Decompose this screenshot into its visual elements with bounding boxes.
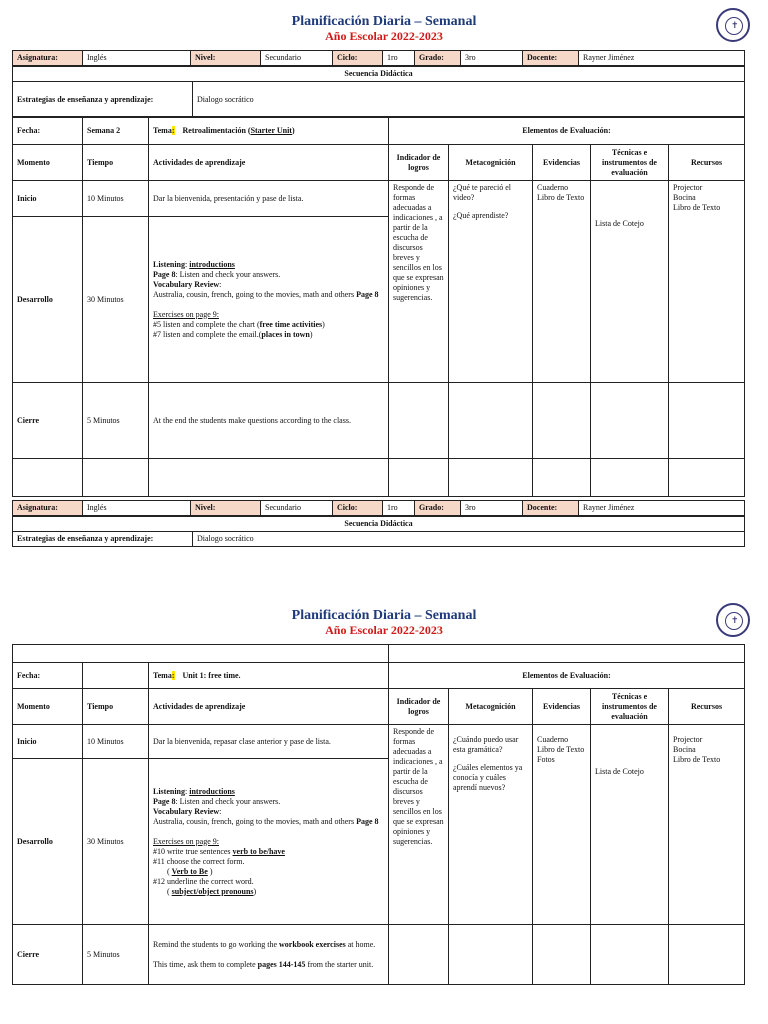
header-evidencias: Evidencias [533, 145, 591, 181]
listening-topic: introductions [189, 786, 235, 796]
cierre-momento: Cierre [13, 925, 83, 985]
page1-info-table [12, 50, 745, 66]
page1-strategy-table [12, 66, 745, 118]
evidencia-item: Fotos [537, 755, 555, 764]
desarrollo-actividad [149, 217, 389, 383]
exercise-text: ) [253, 886, 257, 896]
empty-cell [449, 459, 533, 497]
exercise-text: ( [167, 866, 172, 876]
recurso-item: Bocina [673, 745, 696, 754]
estrategias-label: Estrategias de enseñanza y aprendizaje: [13, 82, 193, 118]
evidencia-item: Libro de Texto [537, 193, 585, 202]
docente-value: Rayner Jiménez [579, 501, 745, 516]
exercise-bold: Verb to Be [171, 866, 208, 876]
cierre-momento: Cierre [13, 383, 83, 459]
desarrollo-momento: Desarrollo [13, 759, 83, 925]
nivel-value: Secundario [261, 51, 333, 66]
page1-year: Año Escolar 2022-2023 [325, 29, 443, 43]
nivel-label: Nivel: [191, 501, 261, 516]
asignatura-label: Asignatura: [13, 501, 83, 516]
cierre-text: Remind the students to go working the [153, 939, 279, 949]
tema-colon: : [171, 670, 175, 680]
header-recursos: Recursos [669, 689, 745, 725]
exercise-text: #10 write true sentences [153, 846, 233, 856]
page1-title: Planificación Diaria – Semanal [291, 14, 477, 29]
header-indicador: Indicador de logros [389, 689, 449, 725]
exercise-bold: free time activities [259, 319, 323, 329]
empty-cell [591, 925, 669, 985]
grado-value: 3ro [461, 51, 523, 66]
evidencias-cell [533, 181, 591, 383]
exercise-text: ) [309, 329, 313, 339]
tema-cell [149, 663, 389, 689]
ciclo-value: 1ro [383, 501, 415, 516]
header-tecnicas: Técnicas e instrumentos de evaluación [591, 145, 669, 181]
page2-plan-table [12, 644, 745, 985]
header-tecnicas: Técnicas e instrumentos de evaluación [591, 689, 669, 725]
desarrollo-momento: Desarrollo [13, 217, 83, 383]
header-tiempo: Tiempo [83, 689, 149, 725]
empty-cell [533, 459, 591, 497]
school-seal-icon: ✝ [716, 8, 750, 42]
empty-cell [83, 663, 149, 689]
tema-value: Unit 1: free time. [182, 670, 241, 680]
fecha-label: Fecha: [13, 117, 83, 145]
fecha-label: Fecha: [13, 663, 83, 689]
recurso-item: Projector [673, 183, 703, 192]
tecnica-cell [591, 181, 669, 383]
cierre-tiempo: 5 Minutos [83, 925, 149, 985]
tema-label: Tema [153, 125, 172, 135]
vocab-label: Vocabulary Review [153, 279, 220, 289]
empty-cell [449, 383, 533, 459]
evidencia-item: Libro de Texto [537, 745, 585, 754]
docente-label: Docente: [523, 51, 579, 66]
tema-link: Starter Unit [250, 125, 292, 135]
header-indicador: Indicador de logros [389, 145, 449, 181]
page-ref: Page 8 [153, 269, 176, 279]
page2-title: Planificación Diaria – Semanal [291, 608, 477, 623]
exercise-text: #7 listen and complete the email.( [153, 329, 262, 339]
asignatura-label: Asignatura: [13, 51, 83, 66]
inicio-momento: Inicio [13, 725, 83, 759]
empty-cell [591, 383, 669, 459]
header-recursos: Recursos [669, 145, 745, 181]
empty-cell [533, 925, 591, 985]
tema-colon: : [171, 125, 175, 135]
tecnica-value: Lista de Cotejo [595, 767, 644, 776]
recurso-item: Projector [673, 735, 703, 744]
page-ref: Page 8 [356, 289, 379, 299]
empty-cell [13, 645, 389, 663]
header-tiempo: Tiempo [83, 145, 149, 181]
desarrollo-actividad [149, 759, 389, 925]
evidencias-cell [533, 725, 591, 925]
cierre-tiempo: 5 Minutos [83, 383, 149, 459]
estrategias-value: Dialogo socrático [193, 82, 745, 118]
exercise-bold: verb to be/have [232, 846, 285, 856]
listening-colon: : [185, 786, 190, 796]
asignatura-value: Inglés [83, 51, 191, 66]
inicio-actividad: Dar la bienvenida, repasar clase anterior y pase de lista. [149, 725, 389, 759]
exercise-bold: places in town [261, 329, 310, 339]
vocab-text: Australia, cousin, french, going to the movies, math and others [153, 289, 355, 299]
docente-value: Rayner Jiménez [579, 51, 745, 66]
empty-cell [389, 383, 449, 459]
meta-question: ¿Cuándo puedo usar esta gramática? [453, 735, 519, 754]
empty-cell [669, 383, 745, 459]
ciclo-label: Ciclo: [333, 501, 383, 516]
vocab-label: Vocabulary Review [153, 806, 220, 816]
header-momento: Momento [13, 689, 83, 725]
exercise-bold: subject/object pronouns [171, 886, 254, 896]
empty-cell [669, 925, 745, 985]
page1-bottom-strategy-table [12, 516, 745, 547]
cierre-text: at home. [345, 939, 376, 949]
cierre-actividad [149, 925, 389, 985]
tema-prefix: Retroalimentación ( [182, 125, 251, 135]
tema-label: Tema [153, 670, 172, 680]
tema-cell [149, 117, 389, 145]
empty-cell [149, 459, 389, 497]
page1-plan-table [12, 116, 745, 497]
cierre-text: from the starter unit. [305, 959, 374, 969]
header-metacognicion: Metacognición [449, 145, 533, 181]
listening-label: Listening [153, 786, 186, 796]
tecnica-cell [591, 725, 669, 925]
header-metacognicion: Metacognición [449, 689, 533, 725]
indicador-logros: Responde de formas adecuadas a indicaciones , a partir de la escucha de discursos breves y sencillos en los que se expresan opiniones y sugerencias. [389, 181, 449, 383]
page2-year: Año Escolar 2022-2023 [325, 623, 443, 637]
grado-label: Grado: [415, 51, 461, 66]
exercise-text: ( [167, 886, 172, 896]
empty-cell [591, 459, 669, 497]
meta-question: ¿Qué te pareció el video? [453, 183, 511, 202]
recurso-item: Libro de Texto [673, 203, 721, 212]
inicio-tiempo: 10 Minutos [83, 181, 149, 217]
secuencia-heading: Secuencia Didáctica [13, 67, 745, 82]
header-evidencias: Evidencias [533, 689, 591, 725]
vocab-colon: : [219, 279, 222, 289]
empty-cell [533, 383, 591, 459]
desarrollo-tiempo: 30 Minutos [83, 759, 149, 925]
ciclo-value: 1ro [383, 51, 415, 66]
vocab-text: Australia, cousin, french, going to the movies, math and others [153, 816, 355, 826]
school-seal-icon: ✝ [716, 603, 750, 637]
elementos-heading: Elementos de Evaluación: [389, 117, 745, 145]
cierre-bold: pages 144-145 [257, 959, 306, 969]
desarrollo-tiempo: 30 Minutos [83, 217, 149, 383]
estrategias-value: Dialogo socrático [193, 532, 745, 547]
grado-value: 3ro [461, 501, 523, 516]
indicador-logros: Responde de formas adecuadas a indicaciones , a partir de la escucha de discursos breves y sencillos en los que se expresan opiniones y sugerencias. [389, 725, 449, 925]
elementos-heading: Elementos de Evaluación: [389, 663, 745, 689]
meta-question: ¿Qué aprendiste? [453, 211, 509, 220]
empty-cell [389, 459, 449, 497]
semana-value: Semana 2 [83, 117, 149, 145]
empty-cell [389, 645, 745, 663]
ciclo-label: Ciclo: [333, 51, 383, 66]
listening-label: Listening [153, 259, 186, 269]
exercise-text: #12 underline the correct word. [153, 876, 254, 886]
exercise-text: #11 choose the correct form. [153, 856, 245, 866]
page-ref-text: : Listen and check your answers. [175, 796, 281, 806]
vocab-colon: : [219, 806, 222, 816]
empty-cell [449, 925, 533, 985]
cierre-bold: workbook exercises [279, 939, 346, 949]
evidencia-item: Cuaderno [537, 735, 569, 744]
page-ref: Page 8 [153, 796, 176, 806]
evidencia-item: Cuaderno [537, 183, 569, 192]
cierre-text: This time, ask them to complete [153, 959, 258, 969]
page1-bottom-info-table [12, 500, 745, 516]
empty-cell [83, 459, 149, 497]
nivel-label: Nivel: [191, 51, 261, 66]
header-momento: Momento [13, 145, 83, 181]
listening-colon: : [185, 259, 190, 269]
exercise-text: #5 listen and complete the chart ( [153, 319, 260, 329]
header-actividades: Actividades de aprendizaje [149, 145, 389, 181]
empty-cell [669, 459, 745, 497]
inicio-momento: Inicio [13, 181, 83, 217]
recursos-cell [669, 725, 745, 925]
page-ref-text: : Listen and check your answers. [175, 269, 281, 279]
recurso-item: Bocina [673, 193, 696, 202]
exercises-heading: Exercises on page 9: [153, 836, 219, 846]
exercises-heading: Exercises on page 9: [153, 309, 219, 319]
tema-suffix: ) [291, 125, 295, 135]
exercise-text: ) [322, 319, 325, 329]
empty-cell [389, 925, 449, 985]
listening-topic: introductions [189, 259, 235, 269]
cierre-actividad: At the end the students make questions according to the class. [149, 383, 389, 459]
inicio-actividad: Dar la bienvenida, presentación y pase de lista. [149, 181, 389, 217]
asignatura-value: Inglés [83, 501, 191, 516]
nivel-value: Secundario [261, 501, 333, 516]
grado-label: Grado: [415, 501, 461, 516]
docente-label: Docente: [523, 501, 579, 516]
exercise-text: ) [207, 866, 213, 876]
recursos-cell [669, 181, 745, 383]
meta-question: ¿Cuáles elementos ya conocía y cuáles aprendí nuevos? [453, 763, 523, 792]
inicio-tiempo: 10 Minutos [83, 725, 149, 759]
tecnica-value: Lista de Cotejo [595, 219, 644, 228]
estrategias-label: Estrategias de enseñanza y aprendizaje: [13, 532, 193, 547]
metacognicion-cell [449, 181, 533, 383]
secuencia-heading: Secuencia Didáctica [13, 517, 745, 532]
header-actividades: Actividades de aprendizaje [149, 689, 389, 725]
recurso-item: Libro de Texto [673, 755, 721, 764]
metacognicion-cell [449, 725, 533, 925]
page-ref: Page 8 [356, 816, 379, 826]
empty-cell [13, 459, 83, 497]
